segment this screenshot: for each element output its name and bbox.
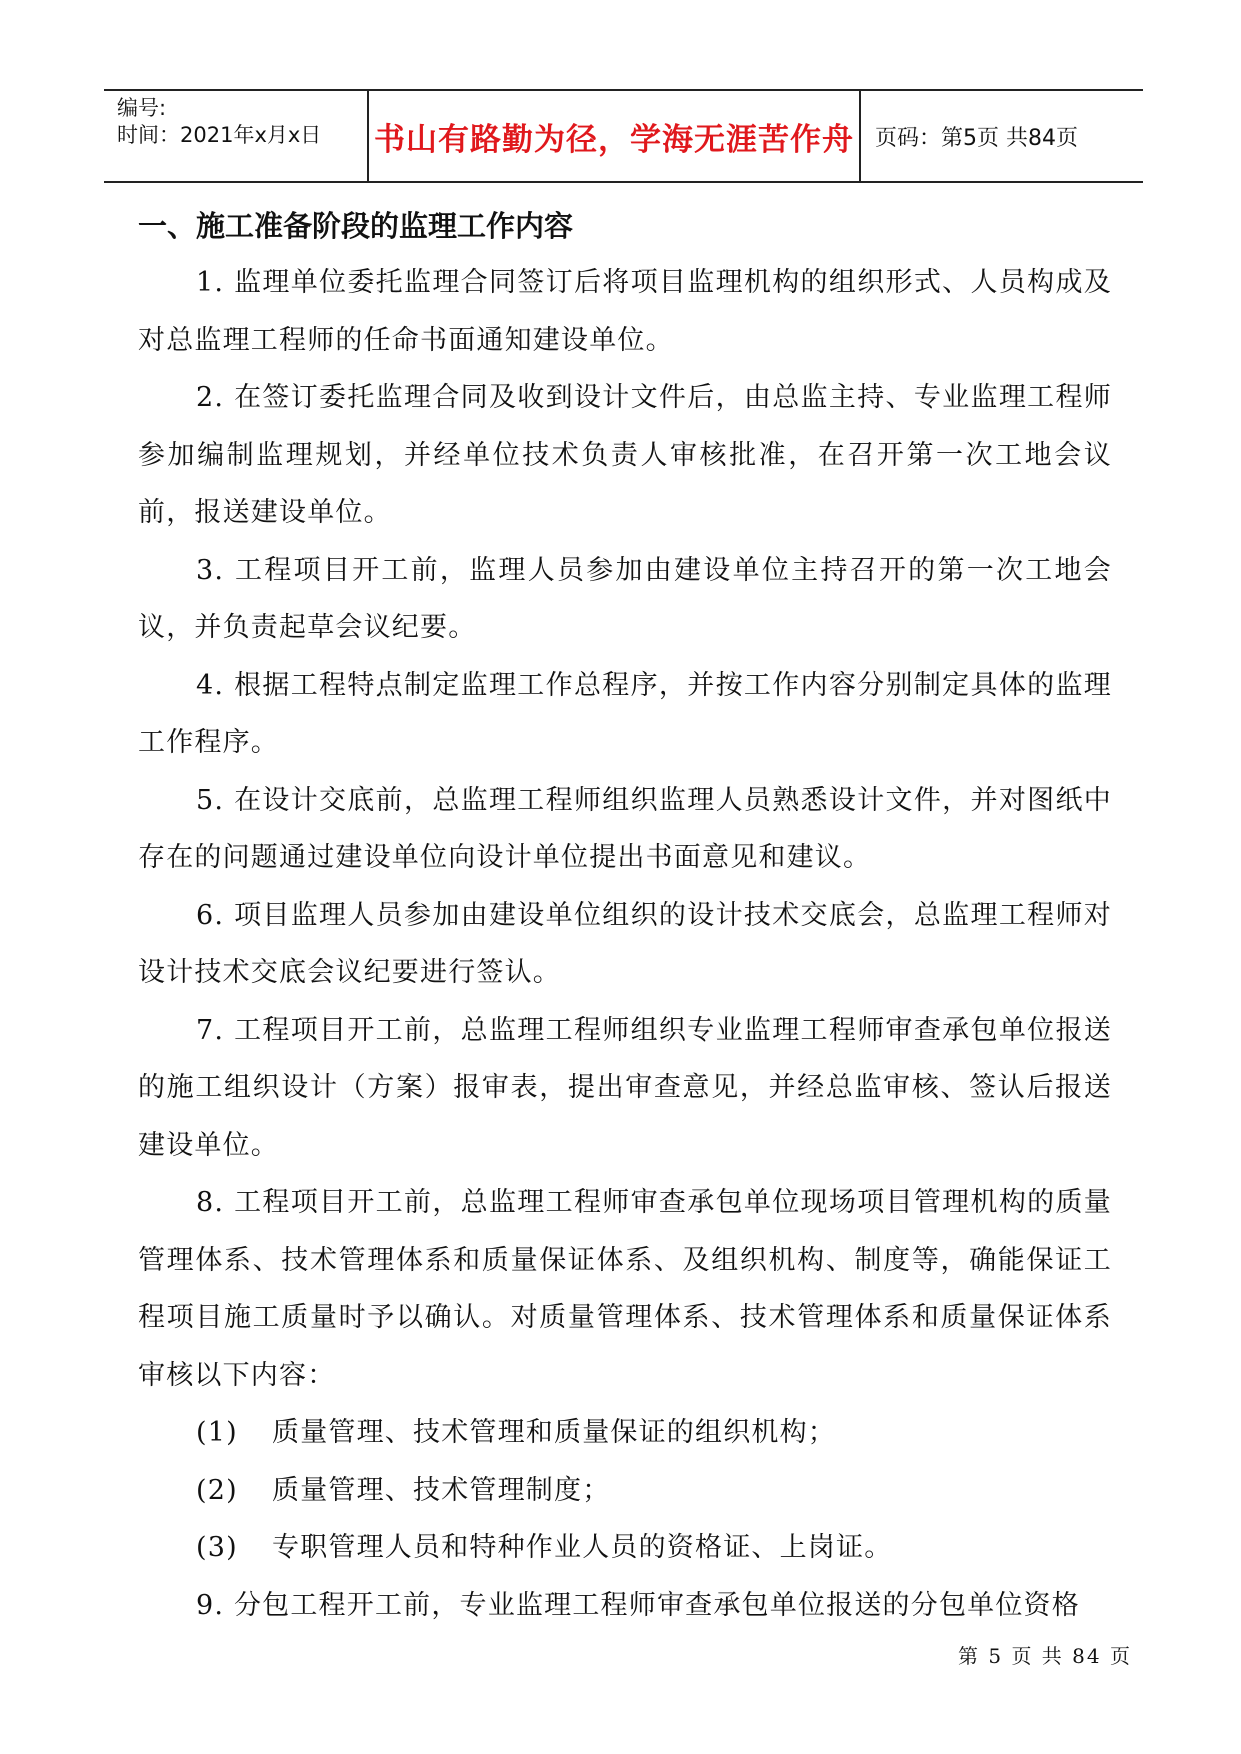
page-footer: 第 5 页 共 84 页 xyxy=(958,1644,1132,1668)
document-number-label: 编号: xyxy=(117,96,167,120)
page-header xyxy=(104,89,1143,183)
document-time-label: 时间：2021年x月x日 xyxy=(117,123,322,147)
list-item xyxy=(138,1519,1112,1577)
list-item-text: 质量管理、技术管理和质量保证的组织机构； xyxy=(272,1417,836,1448)
paragraph-6: 6. 项目监理人员参加由建设单位组织的设计技术交底会，总监理工程师对设计技术交底会议纪要进行签认。 xyxy=(138,899,1112,988)
header-meta xyxy=(104,91,369,181)
list-item-text: 质量管理、技术管理制度； xyxy=(272,1474,611,1506)
paragraph-2: 2. 在签订委托监理合同及收到设计文件后，由总监主持、专业监理工程师参加编制监理规划，并经单位技术负责人审核批准，在召开第一次工地会议前，报送建设单位。 xyxy=(138,382,1112,528)
list-item-text: 专职管理人员和特种作业人员的资格证、上岗证。 xyxy=(272,1532,893,1563)
header-motto: 书山有路勤为径，学海无涯苦作舟 xyxy=(369,91,861,181)
list-item xyxy=(138,1462,1112,1520)
paragraph-8: 8. 工程项目开工前，总监理工程师审查承包单位现场项目管理机构的质量管理体系、技术管理体系和质量保证体系、及组织机构、制度等，确能保证工程项目施工质量时予以确认。对质量管理体系、技术管理体系和质量保证体系审核以下内容： xyxy=(138,1187,1112,1391)
paragraph-9: 9. 分包工程开工前，专业监理工程师审查承包单位报送的分包单位资格 xyxy=(196,1589,1080,1621)
list-item-number: (2) xyxy=(196,1474,238,1506)
list-item-number: (3) xyxy=(196,1532,238,1563)
section-title: 一、施工准备阶段的监理工作内容 xyxy=(138,209,574,243)
paragraph-4: 4. 根据工程特点制定监理工作总程序，并按工作内容分别制定具体的监理工作程序。 xyxy=(138,669,1112,758)
list-item-number: (1) xyxy=(196,1417,238,1448)
paragraph-7: 7. 工程项目开工前，总监理工程师组织专业监理工程师审查承包单位报送的施工组织设计（方案）报审表，提出审查意见，并经总监审核、签认后报送建设单位。 xyxy=(138,1014,1112,1161)
document-body xyxy=(138,198,1112,1634)
paragraph-1: 1. 监理单位委托监理合同签订后将项目监理机构的组织形式、人员构成及对总监理工程师的任命书面通知建设单位。 xyxy=(138,267,1112,356)
paragraph-3: 3. 工程项目开工前，监理人员参加由建设单位主持召开的第一次工地会议，并负责起草会议纪要。 xyxy=(138,554,1112,643)
list-item xyxy=(138,1404,1112,1462)
paragraph-5: 5. 在设计交底前，总监理工程师组织监理人员熟悉设计文件，并对图纸中存在的问题通过建设单位向设计单位提出书面意见和建议。 xyxy=(138,784,1112,873)
header-page-label: 页码：第5页 共84页 xyxy=(875,125,1078,151)
